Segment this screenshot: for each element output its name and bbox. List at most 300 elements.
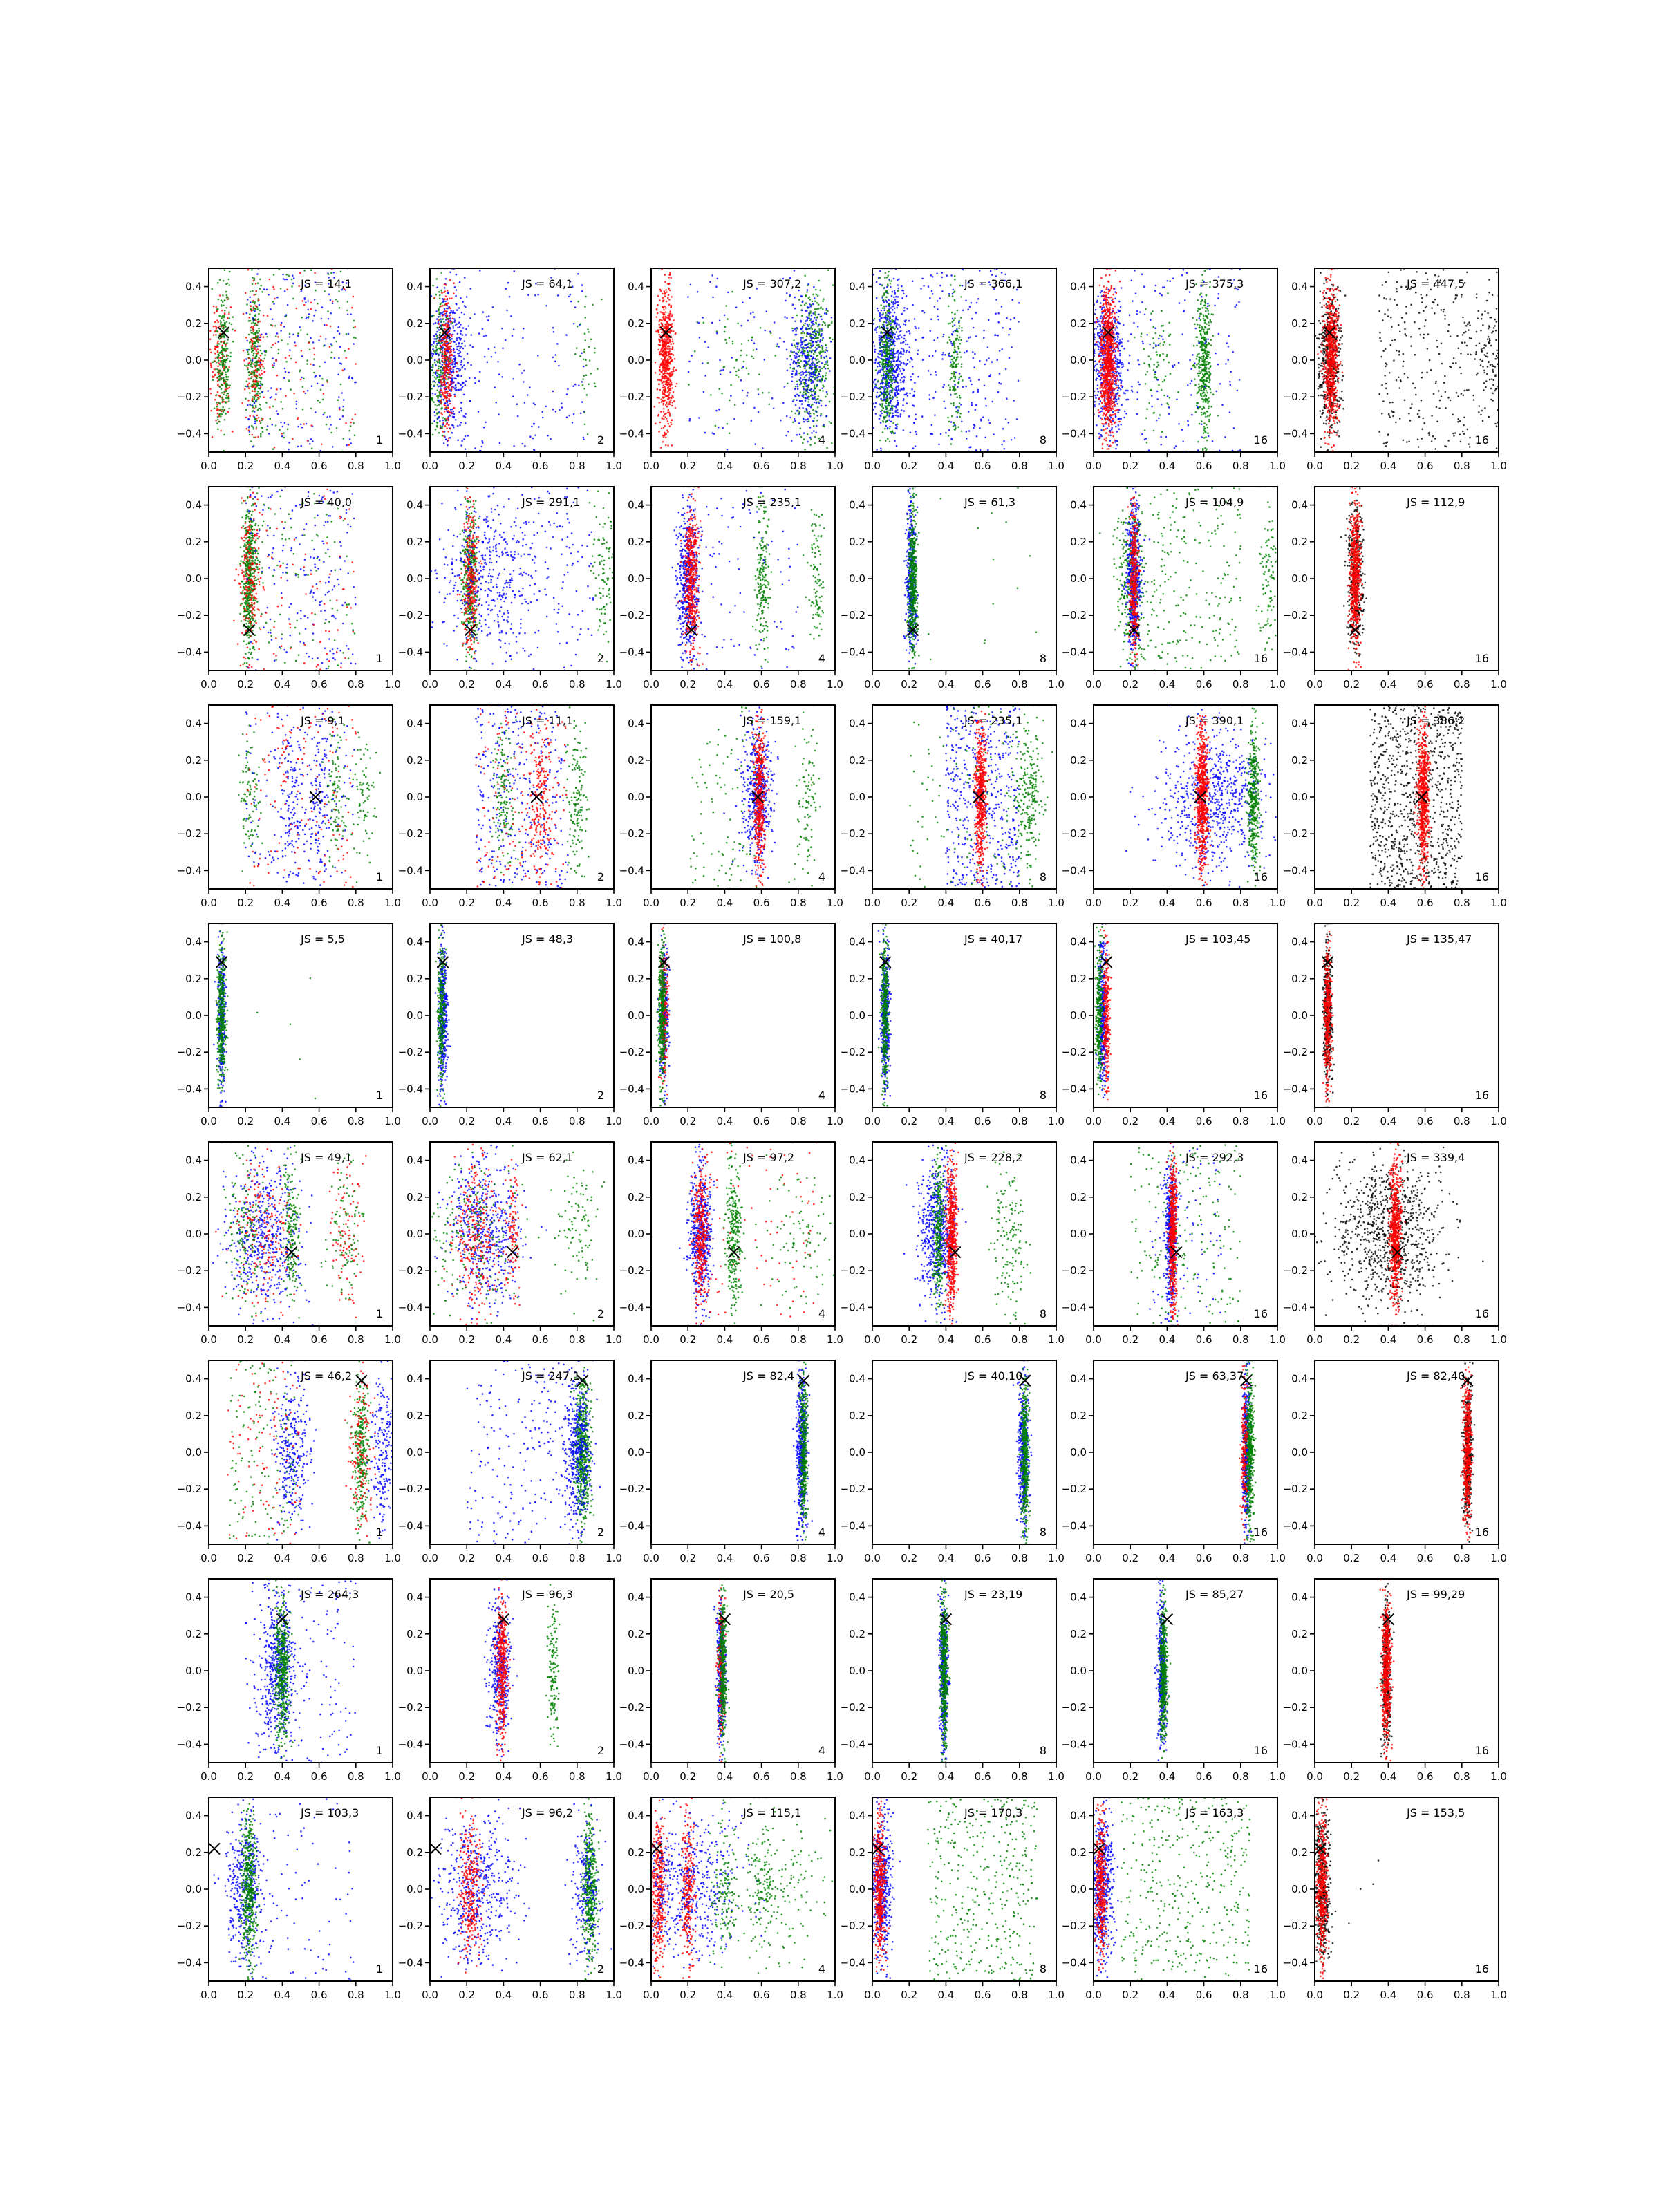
data-point: [257, 359, 259, 362]
data-point: [885, 344, 888, 346]
data-point: [832, 339, 834, 341]
data-point: [440, 389, 442, 391]
data-point: [216, 308, 218, 310]
data-point: [804, 275, 806, 277]
data-point: [303, 391, 305, 393]
data-point: [449, 272, 451, 274]
data-point: [439, 316, 441, 318]
data-point: [433, 335, 435, 337]
data-point: [223, 377, 225, 379]
data-point: [883, 346, 885, 348]
data-point: [785, 435, 787, 437]
data-point: [439, 334, 441, 336]
data-point: [663, 364, 665, 366]
data-point: [668, 288, 670, 290]
data-point: [881, 413, 883, 415]
data-point: [896, 338, 898, 340]
data-point: [776, 345, 778, 347]
panel: [398, 268, 622, 472]
x-tick-label: 0.0: [643, 460, 659, 472]
data-point: [899, 331, 901, 333]
data-point: [812, 357, 814, 359]
data-point: [667, 339, 669, 341]
data-point: [242, 402, 244, 404]
axes-frame: [651, 268, 835, 452]
data-point: [669, 388, 671, 390]
data-point: [227, 283, 229, 285]
data-point: [800, 372, 802, 374]
data-point: [730, 384, 732, 386]
data-point: [254, 418, 256, 420]
data-point: [658, 383, 660, 385]
data-point: [785, 300, 787, 302]
data-point: [214, 408, 216, 410]
data-point: [275, 342, 277, 344]
data-point: [881, 353, 883, 355]
data-point: [449, 321, 451, 324]
data-point: [231, 324, 233, 326]
data-point: [791, 359, 793, 361]
data-point: [670, 329, 672, 331]
data-point: [224, 380, 226, 382]
data-point: [440, 396, 442, 398]
data-point: [798, 362, 800, 364]
data-point: [436, 418, 438, 420]
data-point: [307, 440, 309, 442]
panel-number: 2: [597, 433, 604, 447]
data-point: [789, 417, 791, 419]
data-point: [255, 324, 257, 326]
data-point: [821, 387, 823, 389]
x-tick-label: 1.0: [606, 460, 622, 472]
data-point: [567, 388, 569, 391]
data-point: [453, 355, 456, 357]
data-point: [244, 364, 246, 366]
data-point: [816, 420, 818, 422]
data-point: [216, 394, 218, 396]
data-point: [800, 352, 802, 354]
data-point: [672, 348, 674, 350]
data-point: [259, 321, 261, 323]
data-point: [246, 428, 248, 430]
data-point: [249, 431, 251, 433]
data-point: [825, 396, 827, 398]
data-point: [452, 369, 454, 371]
data-point: [865, 379, 868, 381]
data-point: [225, 401, 227, 403]
data-point: [440, 324, 442, 326]
data-point: [561, 402, 563, 404]
data-point: [216, 326, 218, 328]
data-point: [819, 290, 821, 292]
data-point: [892, 396, 894, 398]
data-point: [309, 443, 311, 445]
data-point: [266, 336, 268, 338]
data-point: [296, 401, 298, 403]
data-point: [668, 345, 670, 347]
data-point: [804, 350, 806, 353]
data-point: [482, 442, 484, 444]
data-point: [451, 297, 453, 299]
data-point: [342, 438, 344, 440]
data-point: [670, 422, 672, 424]
data-point: [794, 413, 796, 415]
data-point: [277, 336, 279, 338]
data-point: [433, 372, 435, 374]
data-point: [882, 324, 884, 326]
data-point: [820, 316, 822, 318]
data-point: [885, 296, 888, 298]
data-point: [658, 402, 660, 404]
data-point: [899, 364, 901, 366]
data-point: [895, 371, 897, 373]
data-point: [458, 411, 460, 413]
data-point: [672, 346, 674, 348]
data-point: [431, 423, 433, 425]
data-point: [457, 382, 459, 384]
data-point: [896, 426, 898, 428]
data-point: [245, 337, 247, 339]
data-point: [447, 364, 449, 366]
data-point: [457, 333, 459, 335]
data-point: [250, 301, 252, 303]
data-point: [338, 290, 340, 292]
data-point: [217, 385, 219, 387]
data-point: [762, 392, 764, 394]
data-point: [277, 353, 279, 355]
data-point: [665, 404, 667, 406]
data-point: [218, 379, 221, 382]
data-point: [436, 344, 438, 346]
data-point: [452, 311, 454, 313]
data-point: [721, 393, 723, 395]
data-point: [320, 450, 322, 452]
data-point: [669, 401, 671, 403]
data-point: [221, 411, 223, 413]
data-point: [585, 359, 587, 362]
data-point: [250, 308, 252, 310]
data-point: [799, 400, 801, 402]
data-point: [816, 294, 818, 296]
data-point: [887, 336, 889, 338]
data-point: [225, 359, 227, 361]
data-point: [431, 344, 433, 346]
data-point: [814, 335, 816, 337]
data-point: [894, 380, 897, 382]
data-point: [261, 364, 263, 366]
data-point: [469, 400, 471, 402]
data-point: [221, 350, 223, 352]
data-point: [882, 377, 884, 379]
data-point: [349, 375, 351, 377]
data-point: [222, 301, 224, 303]
data-point: [453, 359, 456, 361]
data-point: [321, 306, 324, 308]
data-point: [578, 384, 580, 386]
data-point: [229, 386, 231, 388]
data-point: [247, 299, 249, 301]
data-point: [568, 415, 570, 417]
data-point: [802, 330, 804, 332]
data-point: [228, 298, 230, 300]
data-point: [353, 296, 355, 298]
data-point: [270, 418, 272, 420]
data-point: [274, 298, 276, 300]
data-point: [809, 324, 811, 326]
data-point: [800, 295, 803, 297]
data-point: [758, 393, 760, 395]
data-point: [577, 273, 579, 275]
data-point: [266, 429, 268, 431]
data-point: [881, 355, 883, 357]
data-point: [259, 404, 261, 406]
data-point: [442, 349, 444, 351]
data-point: [894, 388, 896, 391]
data-point: [438, 323, 440, 325]
data-point: [888, 369, 890, 371]
data-point: [877, 373, 879, 375]
data-point: [903, 369, 905, 371]
data-point: [822, 300, 824, 302]
data-point: [447, 382, 449, 384]
data-point: [445, 295, 447, 297]
data-point: [832, 284, 834, 286]
data-point: [432, 285, 434, 287]
data-point: [354, 434, 356, 436]
data-point: [449, 400, 451, 402]
data-point: [456, 339, 458, 341]
data-point: [534, 404, 536, 406]
data-point: [257, 436, 259, 438]
data-point: [890, 412, 892, 414]
data-point: [444, 407, 447, 409]
data-point: [831, 442, 833, 444]
data-point: [265, 333, 268, 335]
data-point: [702, 317, 704, 319]
data-point: [469, 344, 471, 346]
data-point: [886, 346, 888, 348]
data-point: [805, 294, 807, 297]
data-point: [292, 274, 294, 276]
data-point: [518, 364, 521, 366]
data-point: [813, 286, 815, 288]
data-point: [719, 320, 721, 322]
data-point: [450, 409, 452, 411]
data-point: [226, 366, 228, 368]
data-point: [216, 357, 218, 359]
data-point: [818, 324, 821, 326]
data-point: [662, 367, 664, 369]
data-point: [803, 388, 805, 391]
data-point: [673, 330, 675, 332]
data-point: [227, 397, 229, 400]
data-point: [494, 346, 496, 348]
data-point: [812, 301, 814, 303]
data-point: [816, 415, 818, 417]
data-point: [459, 424, 461, 427]
data-point: [434, 352, 436, 354]
data-point: [253, 383, 255, 385]
data-point: [719, 359, 721, 362]
data-point: [673, 343, 675, 345]
data-point: [881, 380, 883, 382]
data-point: [758, 373, 760, 375]
data-point: [254, 402, 256, 404]
data-point: [702, 362, 704, 364]
data-point: [227, 339, 229, 341]
data-point: [885, 341, 887, 343]
data-point: [724, 339, 727, 341]
data-point: [296, 308, 298, 310]
data-point: [662, 297, 664, 299]
data-point: [499, 442, 501, 444]
data-point: [812, 344, 814, 346]
data-point: [881, 375, 883, 377]
data-point: [827, 368, 830, 370]
data-point: [228, 311, 230, 313]
data-point: [224, 350, 226, 352]
data-point: [879, 335, 881, 337]
data-point: [795, 396, 797, 398]
data-point: [262, 384, 264, 386]
data-point: [820, 339, 822, 341]
panel-number: 4: [818, 433, 825, 447]
data-point: [245, 385, 247, 387]
data-point: [447, 392, 449, 394]
data-point: [912, 373, 914, 375]
data-point: [724, 326, 727, 328]
data-point: [698, 417, 700, 419]
data-point: [306, 423, 308, 425]
data-point: [570, 294, 572, 296]
data-point: [273, 303, 275, 305]
data-point: [225, 384, 227, 386]
data-point: [793, 367, 795, 369]
data-point: [887, 378, 889, 380]
data-point: [221, 345, 223, 347]
data-point: [444, 388, 446, 391]
data-point: [547, 435, 549, 437]
data-point: [460, 362, 462, 364]
data-point: [897, 307, 899, 309]
data-point: [815, 319, 817, 321]
data-point: [292, 283, 294, 285]
data-point: [791, 440, 793, 442]
data-point: [254, 357, 256, 359]
data-point: [809, 444, 812, 446]
data-point: [257, 395, 259, 397]
data-point: [666, 430, 668, 432]
data-point: [718, 409, 720, 411]
data-point: [339, 307, 341, 309]
data-point: [666, 391, 668, 393]
data-point: [783, 341, 785, 343]
data-point: [287, 343, 289, 345]
data-point: [554, 361, 556, 363]
x-tick-label: 0.4: [716, 460, 733, 472]
data-point: [662, 391, 664, 393]
data-point: [786, 415, 788, 418]
data-point: [911, 359, 913, 361]
data-point: [219, 279, 221, 281]
data-point: [897, 296, 899, 298]
data-point: [673, 366, 675, 368]
data-point: [891, 341, 893, 344]
data-point: [336, 341, 338, 343]
data-point: [817, 398, 819, 400]
data-point: [886, 290, 888, 292]
data-point: [666, 325, 668, 327]
data-point: [801, 310, 803, 312]
data-point: [285, 395, 287, 397]
data-point: [883, 393, 885, 395]
data-point: [589, 359, 591, 362]
data-point: [433, 420, 435, 422]
data-point: [581, 401, 583, 403]
data-point: [802, 337, 804, 339]
data-point: [801, 355, 803, 357]
data-point: [912, 281, 914, 283]
data-point: [659, 366, 661, 368]
data-point: [754, 443, 756, 445]
data-point: [803, 418, 805, 420]
data-point: [908, 320, 910, 322]
data-point: [498, 373, 500, 375]
data-point: [792, 303, 794, 306]
data-point: [440, 351, 442, 353]
data-point: [310, 302, 312, 304]
data-point: [897, 366, 899, 368]
data-point: [246, 386, 248, 388]
data-point: [566, 416, 568, 418]
data-point: [319, 366, 321, 368]
data-point: [257, 321, 259, 323]
data-point: [750, 312, 752, 315]
data-point: [227, 330, 229, 332]
data-point: [797, 359, 799, 362]
data-point: [574, 353, 577, 355]
data-point: [659, 379, 661, 381]
data-point: [797, 388, 799, 390]
data-point: [792, 362, 794, 364]
data-point: [275, 393, 277, 395]
data-point: [665, 347, 667, 349]
data-point: [662, 396, 664, 398]
data-point: [881, 310, 883, 312]
data-point: [587, 328, 589, 330]
data-point: [314, 354, 316, 356]
data-point: [259, 304, 261, 306]
data-point: [470, 334, 472, 336]
data-point: [260, 409, 262, 411]
data-point: [724, 331, 726, 333]
data-point: [531, 426, 533, 428]
data-point: [229, 284, 231, 286]
data-point: [329, 415, 331, 418]
panel: [619, 268, 843, 472]
data-point: [887, 388, 889, 391]
data-point: [259, 377, 261, 379]
data-point: [221, 392, 223, 394]
data-point: [431, 369, 433, 371]
data-point: [327, 310, 329, 312]
data-point: [552, 357, 554, 359]
data-point: [550, 438, 552, 440]
data-point: [255, 366, 257, 368]
data-point: [742, 301, 744, 303]
data-point: [802, 371, 804, 373]
data-point: [831, 321, 833, 323]
